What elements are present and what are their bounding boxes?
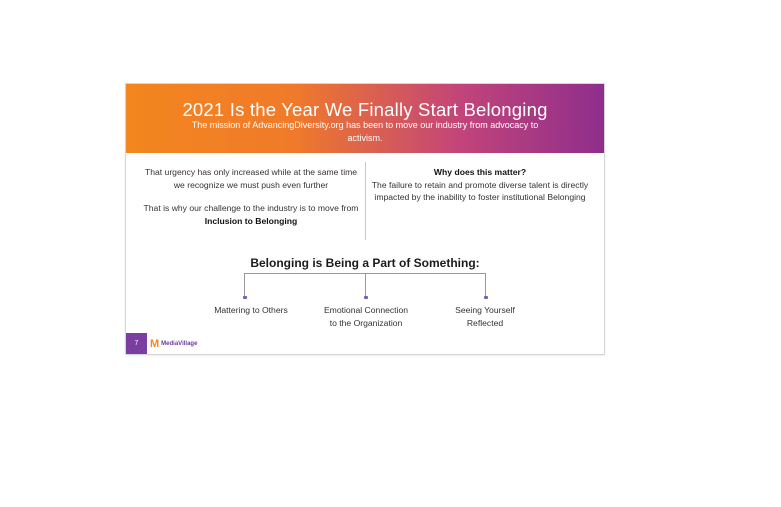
slide-subtitle: The mission of AdvancingDiversity.org has been to move our industry from advocacy to activism. <box>191 120 539 143</box>
right-heading: Why does this matter? <box>433 167 527 177</box>
page-number: 7 <box>126 333 147 354</box>
tree-node-2 <box>364 296 368 299</box>
tree-branch-3 <box>485 273 486 297</box>
tree-item-1: Mattering to Others <box>214 305 288 315</box>
mediavillage-logo <box>150 338 197 350</box>
left-paragraph-2 <box>140 202 362 227</box>
tree-node-3 <box>484 296 488 299</box>
right-body: The failure to retain and promote diverse talent is directly impacted by the inability to foster institutional Belonging <box>371 179 589 202</box>
tree-branch-1 <box>244 273 245 297</box>
left-paragraph-1: That urgency has only increased while at the same time we recognize we must push even further <box>144 167 358 190</box>
slide <box>126 84 604 354</box>
tree-item-2: Emotional Connection to the Organization <box>323 305 409 328</box>
left-paragraph-2-bold: Inclusion to Belonging <box>204 215 298 226</box>
left-paragraph-2-text: That is why our challenge to the industry is to move from <box>143 203 359 213</box>
tree-branch-2 <box>365 273 366 297</box>
logo-text: MediaVillage <box>161 341 198 347</box>
tree-item-3: Seeing Yourself Reflected <box>455 305 515 328</box>
left-column <box>140 166 362 238</box>
title-banner <box>126 84 604 153</box>
tree-title: Belonging is Being a Part of Something: <box>250 256 480 270</box>
slide-title: 2021 Is the Year We Finally Start Belonging <box>182 99 548 120</box>
right-column <box>370 166 590 204</box>
logo-mark: M <box>150 338 160 350</box>
tree-node-1 <box>243 296 247 299</box>
column-divider <box>365 162 366 240</box>
